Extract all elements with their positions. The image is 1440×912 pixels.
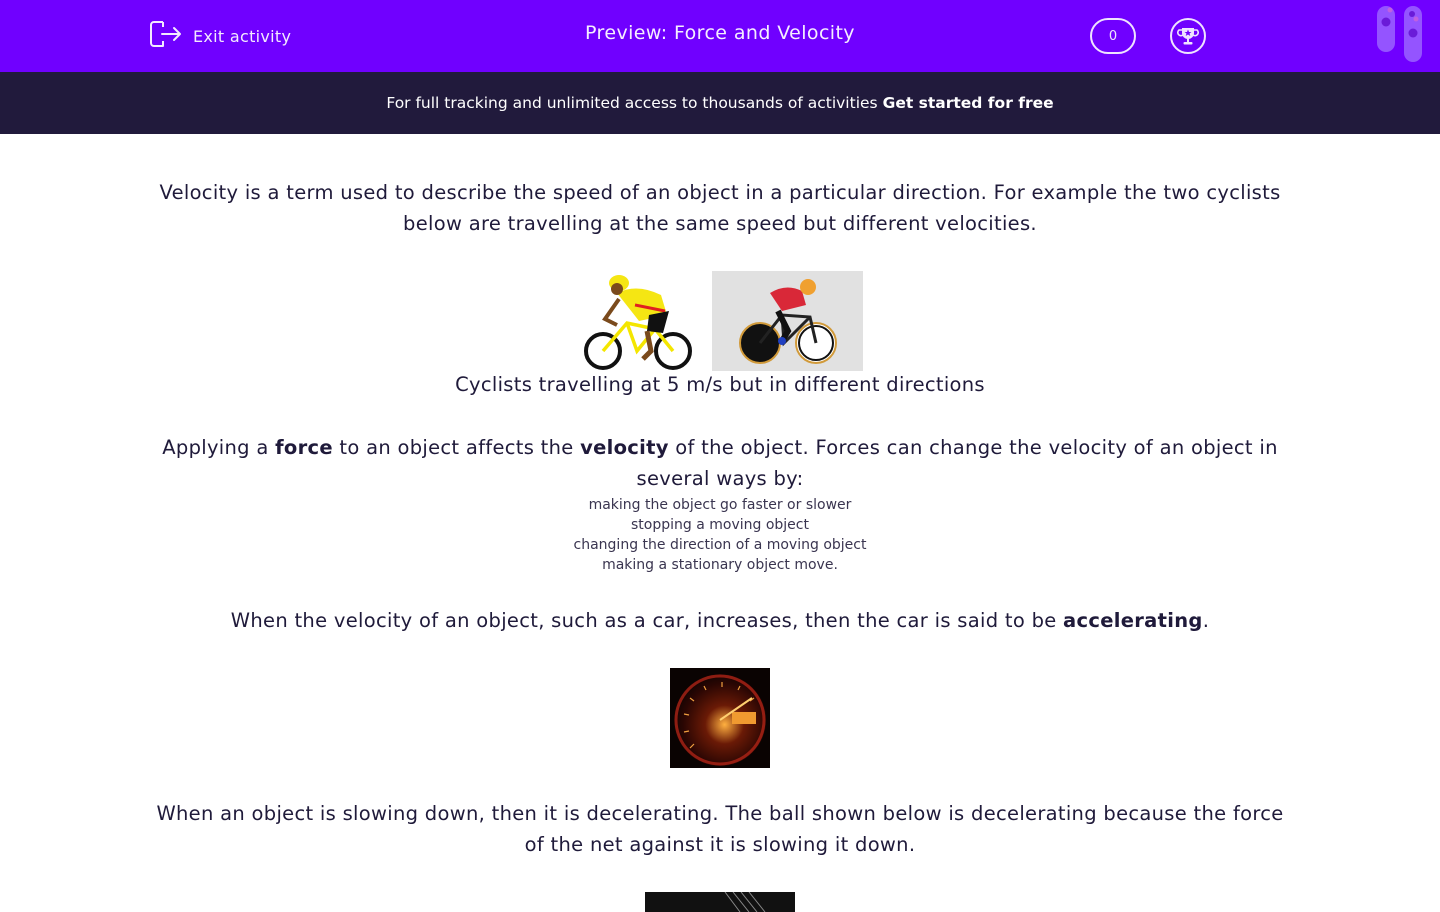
signup-banner [0, 72, 1440, 134]
get-started-link[interactable]: Get started for free [882, 94, 1054, 112]
accel-text-2: . [1202, 609, 1210, 632]
accelerating-term: accelerating [1063, 609, 1203, 632]
acceleration-paragraph [150, 605, 1290, 636]
top-bar [0, 0, 1440, 72]
accel-text-1: When the velocity of an object, such as a car, increases, then the car is said to be [230, 609, 1064, 632]
net-ball-image [645, 892, 795, 912]
deceleration-paragraph: When an object is slowing down, then it is decelerating. The ball shown below is decelerating because the force of the net against it is slowing it down. [156, 802, 1284, 856]
force-term: force [275, 436, 333, 459]
cyclist-caption: Cyclists travelling at 5 m/s but in different directions [455, 373, 985, 396]
list-item: making a stationary object move. [602, 557, 838, 573]
list-item: changing the direction of a moving object [573, 537, 867, 553]
force-text-3: of the object. Forces can change the velocity of an object in several ways by: [636, 436, 1278, 490]
force-text-1: Applying a [162, 436, 276, 459]
ways-list [0, 495, 1440, 575]
list-item: making the object go faster or slower [588, 497, 852, 513]
score-badge: 0 [1090, 18, 1136, 54]
trophy-icon [1177, 25, 1199, 47]
velocity-term: velocity [580, 436, 669, 459]
cyclist-image-right [712, 271, 863, 371]
force-text-2: to an object affects the [332, 436, 581, 459]
trophy-button[interactable] [1170, 18, 1206, 54]
speedometer-image [670, 668, 770, 768]
list-item: stopping a moving object [631, 517, 809, 533]
intro-paragraph: Velocity is a term used to describe the speed of an object in a particular direction. For example the two cyclists below are travelling at the same speed but different velocities. [159, 181, 1281, 235]
banner-text: For full tracking and unlimited access to thousands of activities [386, 94, 878, 112]
exit-activity-label: Exit activity [193, 26, 292, 46]
test-tubes-logo-icon [1376, 6, 1426, 66]
force-paragraph [150, 432, 1290, 494]
page-title: Preview: Force and Velocity [585, 22, 855, 44]
cyclist-image-left [577, 271, 695, 371]
